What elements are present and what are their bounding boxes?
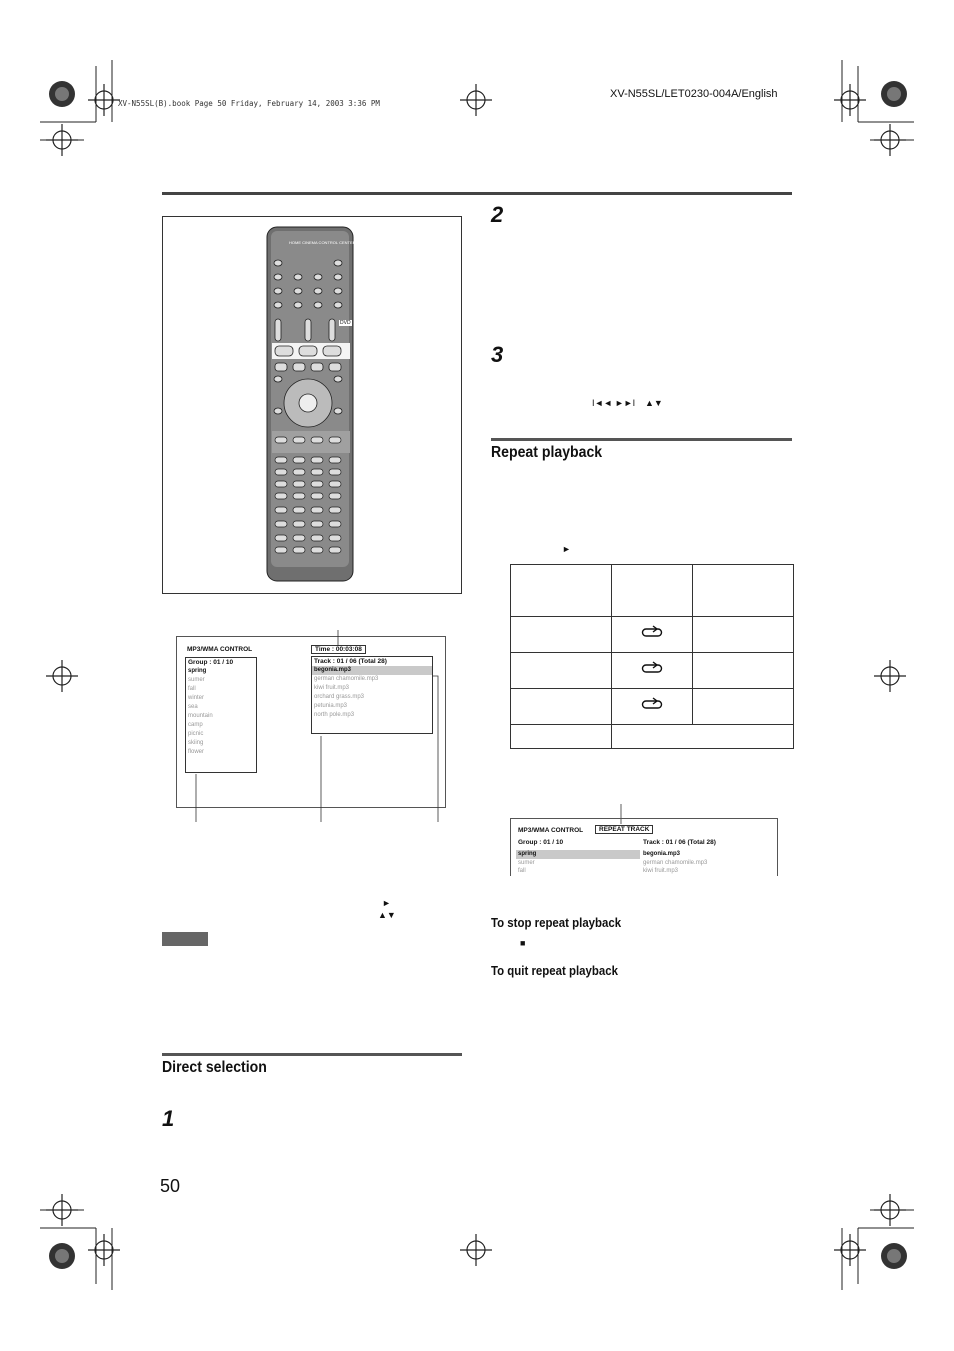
list-item[interactable]: petunia.mp3 — [314, 703, 348, 709]
direct-selection-heading: Direct selection — [162, 1059, 267, 1076]
repeat-arrow-icon — [641, 697, 663, 711]
play-symbol-2: ► — [562, 544, 571, 554]
repeat-playback-rule — [491, 438, 792, 441]
osd-title: MP3/WMA CONTROL — [187, 646, 253, 653]
list-item[interactable]: fall — [518, 868, 526, 874]
step-1-number: 1 — [162, 1106, 175, 1131]
list-item[interactable]: begonia.mp3 — [312, 666, 432, 675]
up-down-symbol-2: ▲▼ — [645, 398, 663, 408]
list-item[interactable]: orchard grass.mp3 — [314, 694, 365, 700]
remote-dvd-label: DVD — [340, 320, 351, 326]
list-item[interactable]: sumer — [188, 677, 205, 683]
list-item[interactable]: skiing — [188, 740, 204, 746]
repeat-track-screen — [510, 818, 778, 876]
list-item[interactable]: sea — [188, 704, 198, 710]
group-header: Group : 01 / 10 — [188, 659, 234, 666]
track-header: Track : 01 / 06 (Total 28) — [314, 658, 387, 665]
up-down-symbol: ▲▼ — [378, 910, 396, 920]
repeat-track-badge: REPEAT TRACK — [595, 825, 653, 834]
step-2-number: 2 — [491, 202, 504, 227]
list-item[interactable]: german chamomile.mp3 — [314, 676, 379, 682]
remote-brand-label: HOME CINEMA CONTROL CENTER — [289, 240, 356, 245]
repeat-arrow-icon — [641, 661, 663, 675]
osd2-track-header: Track : 01 / 06 (Total 28) — [643, 839, 716, 846]
play-symbol: ► — [382, 898, 391, 908]
list-item[interactable]: fall — [188, 686, 196, 692]
quit-repeat-heading: To quit repeat playback — [491, 963, 618, 978]
direct-selection-rule — [162, 1053, 462, 1056]
list-item[interactable]: picnic — [188, 731, 204, 737]
list-item[interactable]: begonia.mp3 — [643, 851, 681, 857]
osd-time: Time : 00:03:08 — [311, 645, 366, 654]
list-item[interactable]: spring — [516, 850, 640, 859]
list-item[interactable]: north pole.mp3 — [314, 712, 355, 718]
top-rule — [162, 192, 792, 195]
list-item[interactable]: mountain — [188, 713, 213, 719]
list-item[interactable]: kiwi fruit.mp3 — [314, 685, 350, 691]
notes-label-bar — [162, 932, 208, 946]
list-item[interactable]: flower — [188, 749, 205, 755]
page-number: 50 — [160, 1176, 181, 1196]
remote-control-illustration — [263, 225, 358, 585]
list-item[interactable]: winter — [188, 695, 205, 701]
stop-symbol: ■ — [520, 938, 526, 948]
document-code: XV-N55SL/LET0230-004A/English — [610, 88, 778, 100]
remote-figure — [162, 216, 462, 594]
list-item[interactable]: spring — [188, 668, 207, 674]
repeat-arrow-icon — [641, 625, 663, 639]
osd2-group-header: Group : 01 / 10 — [518, 839, 564, 846]
list-item[interactable]: kiwi fruit.mp3 — [643, 868, 679, 874]
osd2-title: MP3/WMA CONTROL — [518, 827, 584, 834]
list-item[interactable]: sumer — [518, 859, 535, 866]
step-3-number: 3 — [491, 342, 504, 367]
stop-repeat-heading: To stop repeat playback — [491, 915, 622, 930]
list-item[interactable]: german chamomile.mp3 — [643, 859, 708, 866]
repeat-playback-heading: Repeat playback — [491, 444, 603, 461]
repeat-mode-table — [510, 564, 794, 749]
skip-symbol: I◄◄ ►►I — [592, 398, 636, 408]
osd1-leader-lines — [176, 626, 456, 826]
book-info: XV-N55SL(B).book Page 50 Friday, February 14, 2003 3:36 PM — [118, 99, 380, 108]
list-item[interactable]: camp — [188, 722, 203, 728]
